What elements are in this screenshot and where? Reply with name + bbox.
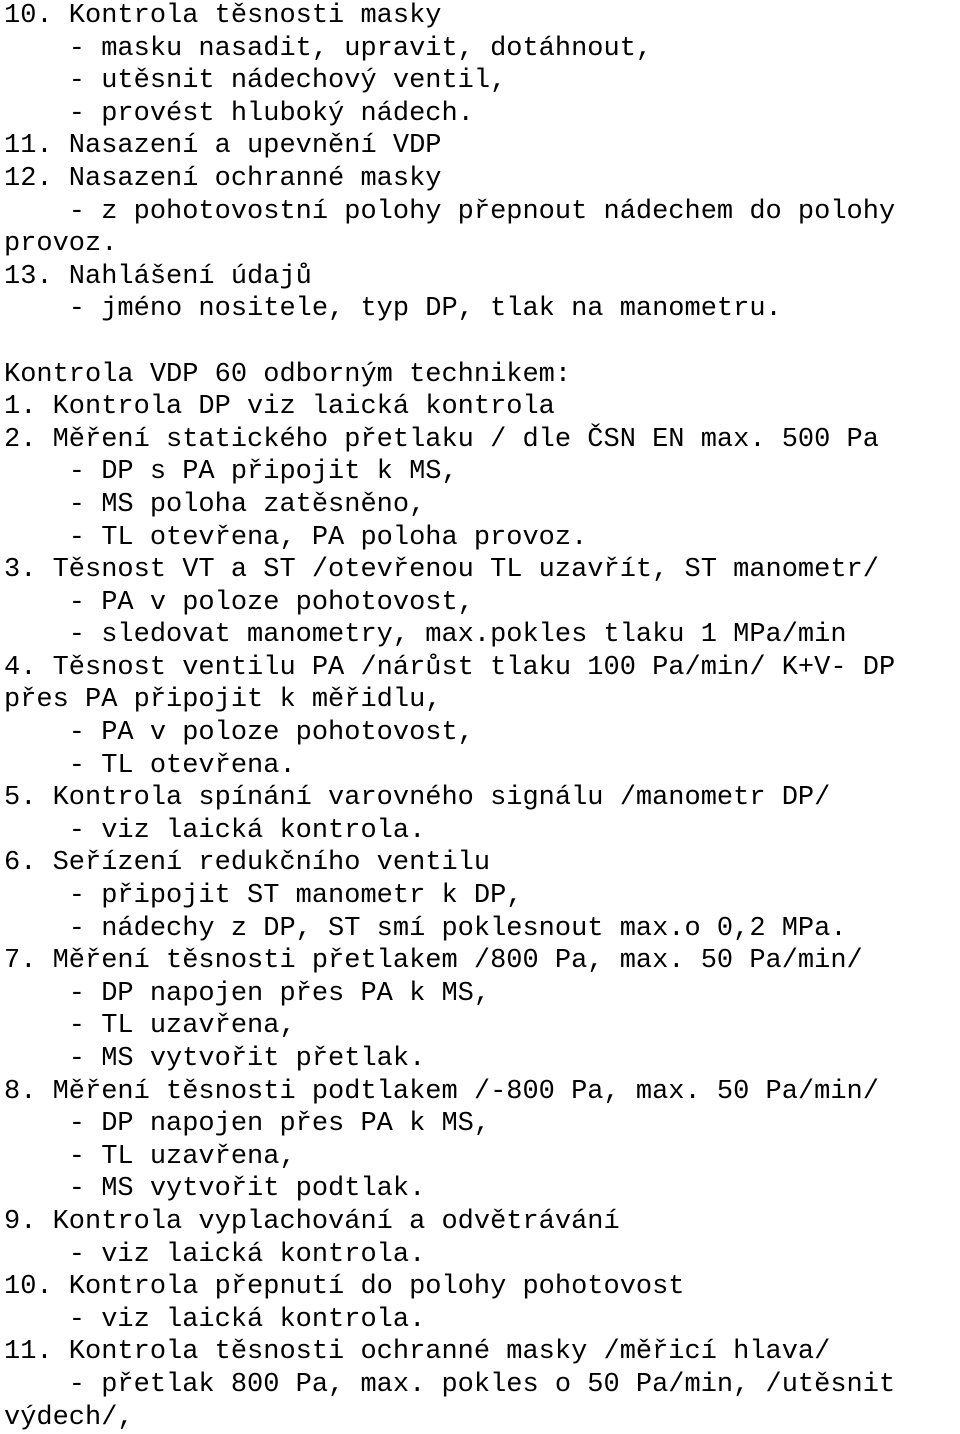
text-line: Kontrola VDP 60 odborným technikem: bbox=[4, 359, 572, 390]
text-line: - viz laická kontrola. bbox=[4, 815, 426, 846]
text-line: - PA v poloze pohotovost, bbox=[4, 587, 474, 618]
text-line: - MS vytvořit přetlak. bbox=[4, 1044, 426, 1074]
text-line: - TL otevřena, PA poloha provoz. bbox=[4, 522, 588, 553]
text-line: - TL uzavřena, bbox=[4, 1011, 296, 1042]
text-line: - jméno nositele, typ DP, tlak na manometru. bbox=[4, 294, 782, 325]
text-line: 12. Nasazení ochranné masky bbox=[4, 163, 442, 194]
text-line: - viz laická kontrola. bbox=[4, 1304, 426, 1335]
text-line: - DP napojen přes PA k MS, bbox=[4, 978, 491, 1009]
text-line: - přetlak 800 Pa, max. pokles o 50 Pa/min, /utěsnit bbox=[4, 1369, 896, 1400]
text-line: - TL uzavřena, bbox=[4, 1141, 296, 1172]
text-line: 4. Těsnost ventilu PA /nárůst tlaku 100 Pa/min/ K+V- DP bbox=[4, 652, 896, 683]
document-text bbox=[4, 0, 958, 1434]
text-line bbox=[4, 326, 958, 359]
text-line: výdech/, bbox=[4, 1402, 134, 1433]
text-line: 5. Kontrola spínání varovného signálu /manometr DP/ bbox=[4, 783, 831, 814]
text-line: 6. Seřízení redukčního ventilu bbox=[4, 848, 491, 879]
text-line: 10. Kontrola těsnosti masky bbox=[4, 1, 442, 31]
text-line: - TL otevřena. bbox=[4, 750, 296, 781]
text-line: - MS vytvořit podtlak. bbox=[4, 1174, 426, 1205]
text-line: - nádechy z DP, ST smí poklesnout max.o 0,2 MPa. bbox=[4, 913, 847, 944]
text-line: - MS poloha zatěsněno, bbox=[4, 489, 426, 520]
text-line: - provést hluboký nádech. bbox=[4, 98, 474, 129]
text-line: 10. Kontrola přepnutí do polohy pohotovost bbox=[4, 1272, 685, 1303]
text-line: 11. Kontrola těsnosti ochranné masky /měřicí hlava/ bbox=[4, 1337, 831, 1368]
text-line: 2. Měření statického přetlaku / dle ČSN EN max. 500 Pa bbox=[4, 424, 879, 455]
text-line: - viz laická kontrola. bbox=[4, 1239, 426, 1270]
text-line: provoz. bbox=[4, 229, 118, 260]
text-line: - DP s PA připojit k MS, bbox=[4, 457, 458, 488]
text-line: - sledovat manometry, max.pokles tlaku 1 MPa/min bbox=[4, 620, 847, 651]
text-line: 11. Nasazení a upevnění VDP bbox=[4, 131, 442, 162]
text-line: přes PA připojit k měřidlu, bbox=[4, 685, 442, 716]
text-line: - připojit ST manometr k DP, bbox=[4, 881, 523, 912]
text-line: 8. Měření těsnosti podtlakem /-800 Pa, max. 50 Pa/min/ bbox=[4, 1076, 879, 1107]
text-line: - utěsnit nádechový ventil, bbox=[4, 66, 507, 97]
text-line: 13. Nahlášení údajů bbox=[4, 261, 312, 292]
text-line: - PA v poloze pohotovost, bbox=[4, 718, 474, 749]
text-line: - masku nasadit, upravit, dotáhnout, bbox=[4, 33, 653, 64]
text-line: 3. Těsnost VT a ST /otevřenou TL uzavřít, ST manometr/ bbox=[4, 555, 879, 586]
text-line: 1. Kontrola DP viz laická kontrola bbox=[4, 392, 555, 423]
text-line: - z pohotovostní polohy přepnout nádechem do polohy bbox=[4, 196, 896, 227]
text-line: 7. Měření těsnosti přetlakem /800 Pa, max. 50 Pa/min/ bbox=[4, 946, 863, 977]
text-line: 9. Kontrola vyplachování a odvětrávání bbox=[4, 1206, 620, 1237]
text-line: - DP napojen přes PA k MS, bbox=[4, 1109, 491, 1140]
